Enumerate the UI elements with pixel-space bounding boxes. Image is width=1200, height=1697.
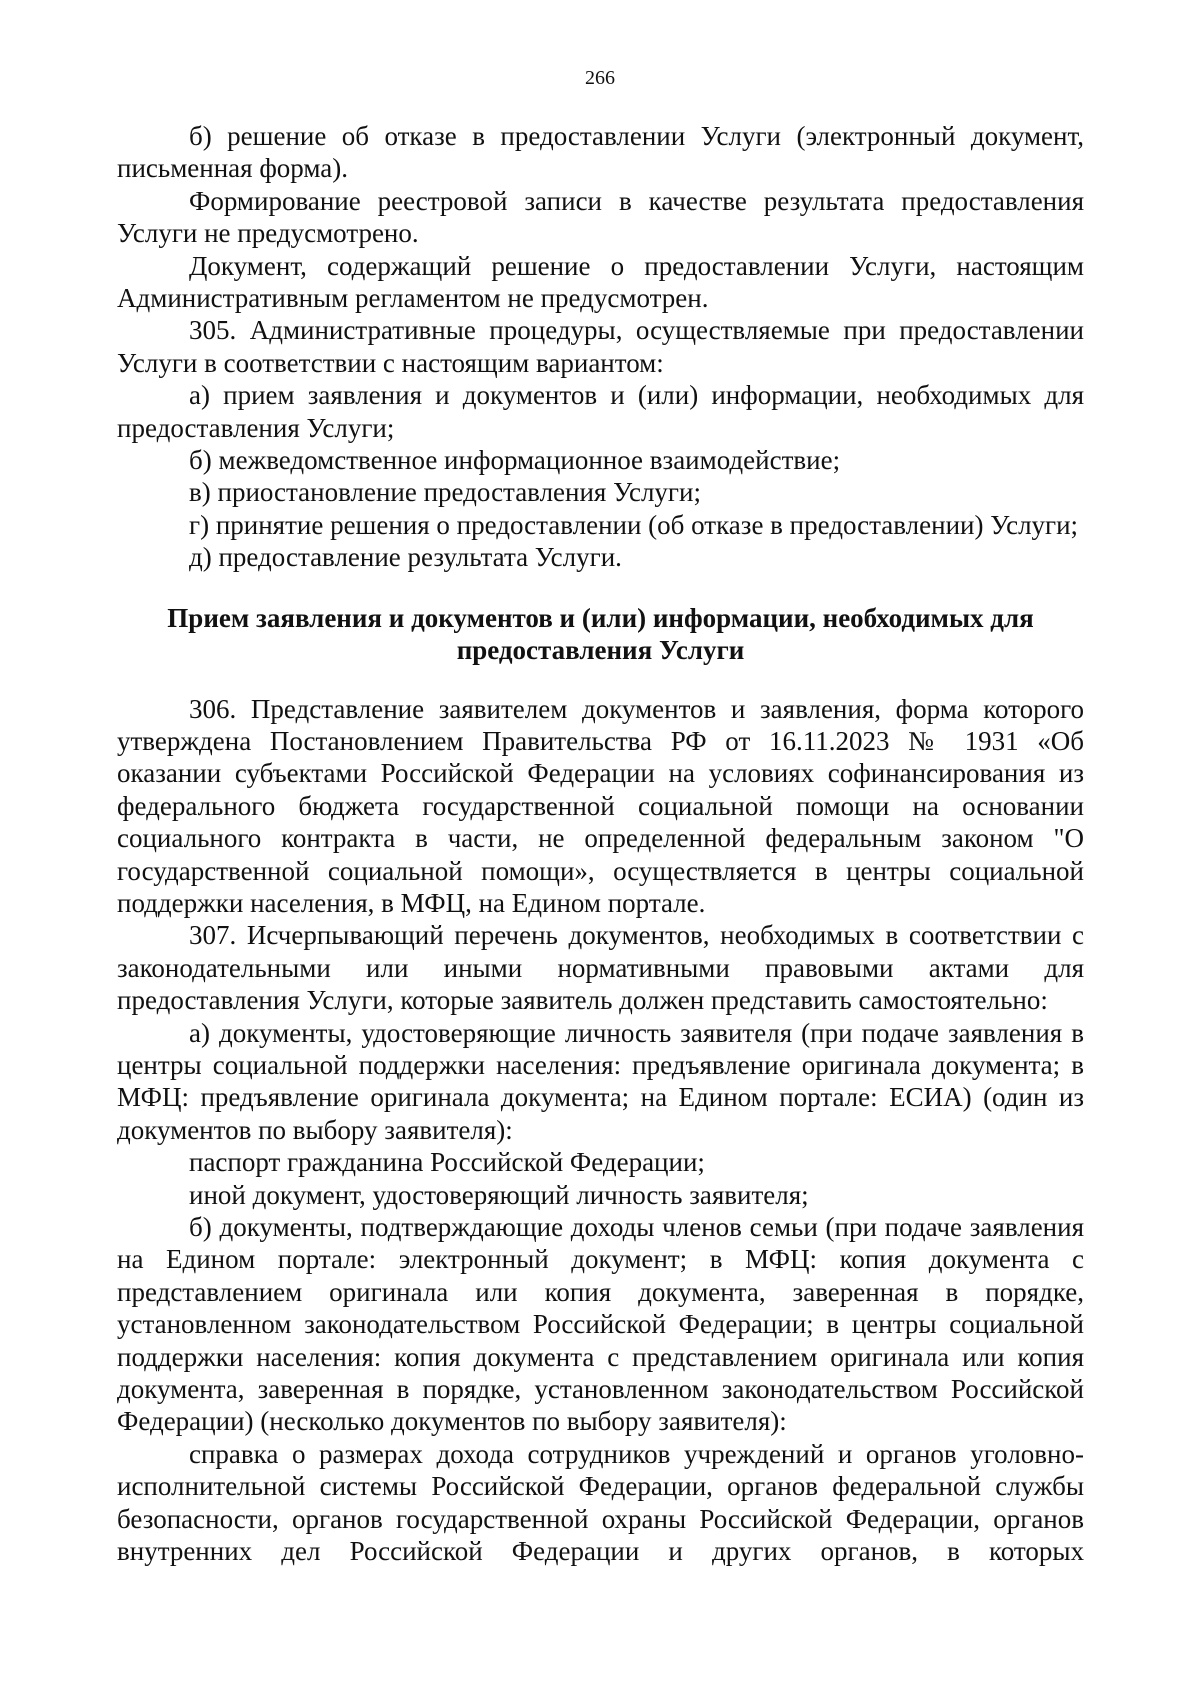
list-item-income-documents: б) документы, подтверждающие доходы членов семьи (при подаче заявления на Едином портале: электронный документ; в МФЦ: копия документа с представлением оригинала или копия документа, заверенная в порядке, установленном законодательством Российской Федерации; в центры социальной поддержки населения: копия документа с представлением оригинала или копия документа, заверенная в порядке, установленном законодательством Российской Федерации) (несколько документов по выбору заявителя): bbox=[117, 1212, 1084, 1437]
list-item-identity-documents: а) документы, удостоверяющие личность заявителя (при подаче заявления в центры социальной поддержки населения: предъявление оригинала документа; в МФЦ: предъявление оригинала документа; на Едином портале: ЕСИА) (один из документов по выбору заявителя): bbox=[117, 1017, 1084, 1145]
paragraph-306: 306. Представление заявителем документов и заявления, форма которого утверждена Постановлением Правительства РФ от 16.11.2023 № 1931 «Об оказании субъектами Российской Федерации на условиях софинансирования из федерального бюджета государственной социальной помощи на основании социального контракта в части, не определенной федеральным законом "О государственной социальной помощи», осуществляется в центры социальной поддержки населения, в МФЦ, на Едином портале. bbox=[117, 693, 1084, 918]
list-item-passport: паспорт гражданина Российской Федерации; bbox=[189, 1147, 705, 1178]
section-heading-line-2: предоставления Услуги bbox=[456, 635, 745, 666]
list-item-b: б) межведомственное информационное взаимодействие; bbox=[189, 445, 841, 476]
document-body bbox=[117, 120, 1084, 1567]
list-item-income-certificate: справка о размерах дохода сотрудников учреждений и органов уголовно-исполнительной системы Российской Федерации, органов федеральной службы безопасности, органов государственной охраны Российской Федерации, органов внутренних дел Российской Федерации и других органов, в которых bbox=[117, 1438, 1084, 1567]
page-number: 266 bbox=[585, 67, 615, 89]
list-item-d: д) предоставление результата Услуги. bbox=[189, 542, 622, 573]
list-item-g: г) принятие решения о предоставлении (об отказе в предоставлении) Услуги; bbox=[189, 509, 1079, 540]
list-item-v: в) приостановление предоставления Услуги; bbox=[189, 477, 701, 508]
section-heading bbox=[117, 602, 1084, 667]
paragraph-registry-record: Формирование реестровой записи в качестве результата предоставления Услуги не предусмотрено. bbox=[117, 185, 1084, 249]
paragraph-307: 307. Исчерпывающий перечень документов, необходимых в соответствии с законодательными или иными нормативными правовыми актами для предоставления Услуги, которые заявитель должен представить самостоятельно: bbox=[117, 920, 1084, 1016]
section-heading-line-1: Прием заявления и документов и (или) информации, необходимых для bbox=[167, 602, 1034, 633]
list-item-other-id: иной документ, удостоверяющий личность заявителя; bbox=[189, 1179, 809, 1210]
paragraph-305: 305. Административные процедуры, осуществляемые при предоставлении Услуги в соответствии с настоящим вариантом: bbox=[117, 315, 1084, 378]
paragraph-result-refusal: б) решение об отказе в предоставлении Услуги (электронный документ, письменная форма). bbox=[117, 121, 1084, 184]
list-item-a: а) прием заявления и документов и (или) информации, необходимых для предоставления Услуги; bbox=[117, 380, 1084, 443]
paragraph-decision-document: Документ, содержащий решение о предоставлении Услуги, настоящим Административным регламентом не предусмотрен. bbox=[117, 250, 1084, 314]
